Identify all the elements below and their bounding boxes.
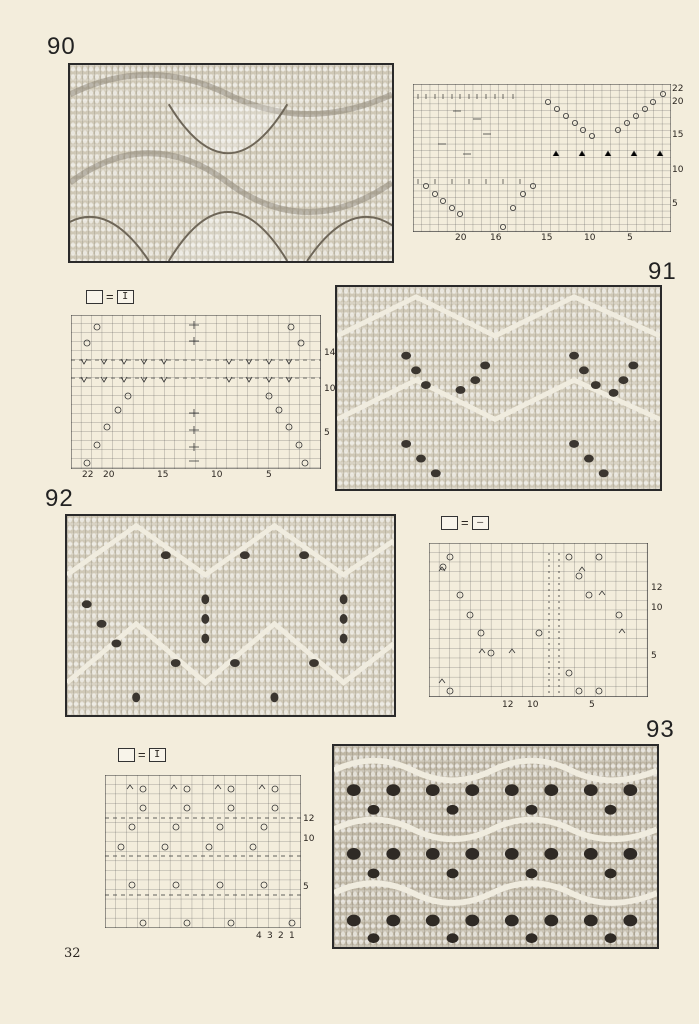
knit-photo-90	[68, 63, 394, 263]
col-label: 1	[289, 931, 295, 941]
col-label: 15	[157, 470, 169, 480]
knit-symbol-icon: —	[472, 516, 489, 530]
page-number: 32	[64, 946, 81, 961]
row-label: 12	[303, 814, 315, 824]
row-label: 10	[651, 603, 663, 613]
row-label: 5	[324, 428, 330, 438]
chart-legend-93	[118, 747, 166, 762]
knit-chart-93	[105, 775, 301, 928]
knit-chart-92	[429, 543, 648, 697]
pattern-number-91: 91	[648, 258, 677, 285]
knit-chart-91	[71, 315, 321, 469]
row-label: 22	[672, 84, 684, 94]
col-label: 5	[589, 700, 595, 710]
empty-cell-icon	[86, 290, 103, 304]
legend-equals: =	[461, 515, 469, 530]
row-label: 10	[672, 165, 684, 175]
col-label: 15	[541, 233, 553, 243]
row-label: 15	[672, 130, 684, 140]
knit-photo-91	[335, 285, 662, 491]
row-label: 12	[651, 583, 663, 593]
col-label: 3	[267, 931, 273, 941]
col-label: 4	[256, 931, 262, 941]
col-label: 20	[455, 233, 467, 243]
legend-equals: =	[106, 289, 114, 304]
knit-photo-93	[332, 744, 659, 949]
col-label: 5	[627, 233, 633, 243]
col-label: 16	[490, 233, 502, 243]
empty-cell-icon	[441, 516, 458, 530]
empty-cell-icon	[118, 748, 135, 762]
pattern-number-93: 93	[646, 716, 675, 743]
pattern-number-90: 90	[47, 33, 76, 60]
col-label: 5	[266, 470, 272, 480]
chart-legend-91	[86, 289, 134, 304]
row-label: 5	[303, 882, 309, 892]
row-label: 5	[672, 199, 678, 209]
row-label: 20	[672, 97, 684, 107]
knit-chart-90	[413, 84, 671, 232]
row-label: 10	[324, 384, 336, 394]
col-label: 12	[502, 700, 514, 710]
row-label: 14	[324, 348, 336, 358]
col-label: 22	[82, 470, 94, 480]
col-label: 20	[103, 470, 115, 480]
row-label: 5	[651, 651, 657, 661]
row-label: 10	[303, 834, 315, 844]
purl-symbol-icon: I	[149, 748, 166, 762]
pattern-number-92: 92	[45, 485, 74, 512]
col-label: 10	[584, 233, 596, 243]
legend-equals: =	[138, 747, 146, 762]
knit-photo-92	[65, 514, 396, 717]
col-label: 2	[278, 931, 284, 941]
chart-legend-92	[441, 515, 489, 530]
col-label: 10	[527, 700, 539, 710]
col-label: 10	[211, 470, 223, 480]
purl-symbol-icon: I	[117, 290, 134, 304]
